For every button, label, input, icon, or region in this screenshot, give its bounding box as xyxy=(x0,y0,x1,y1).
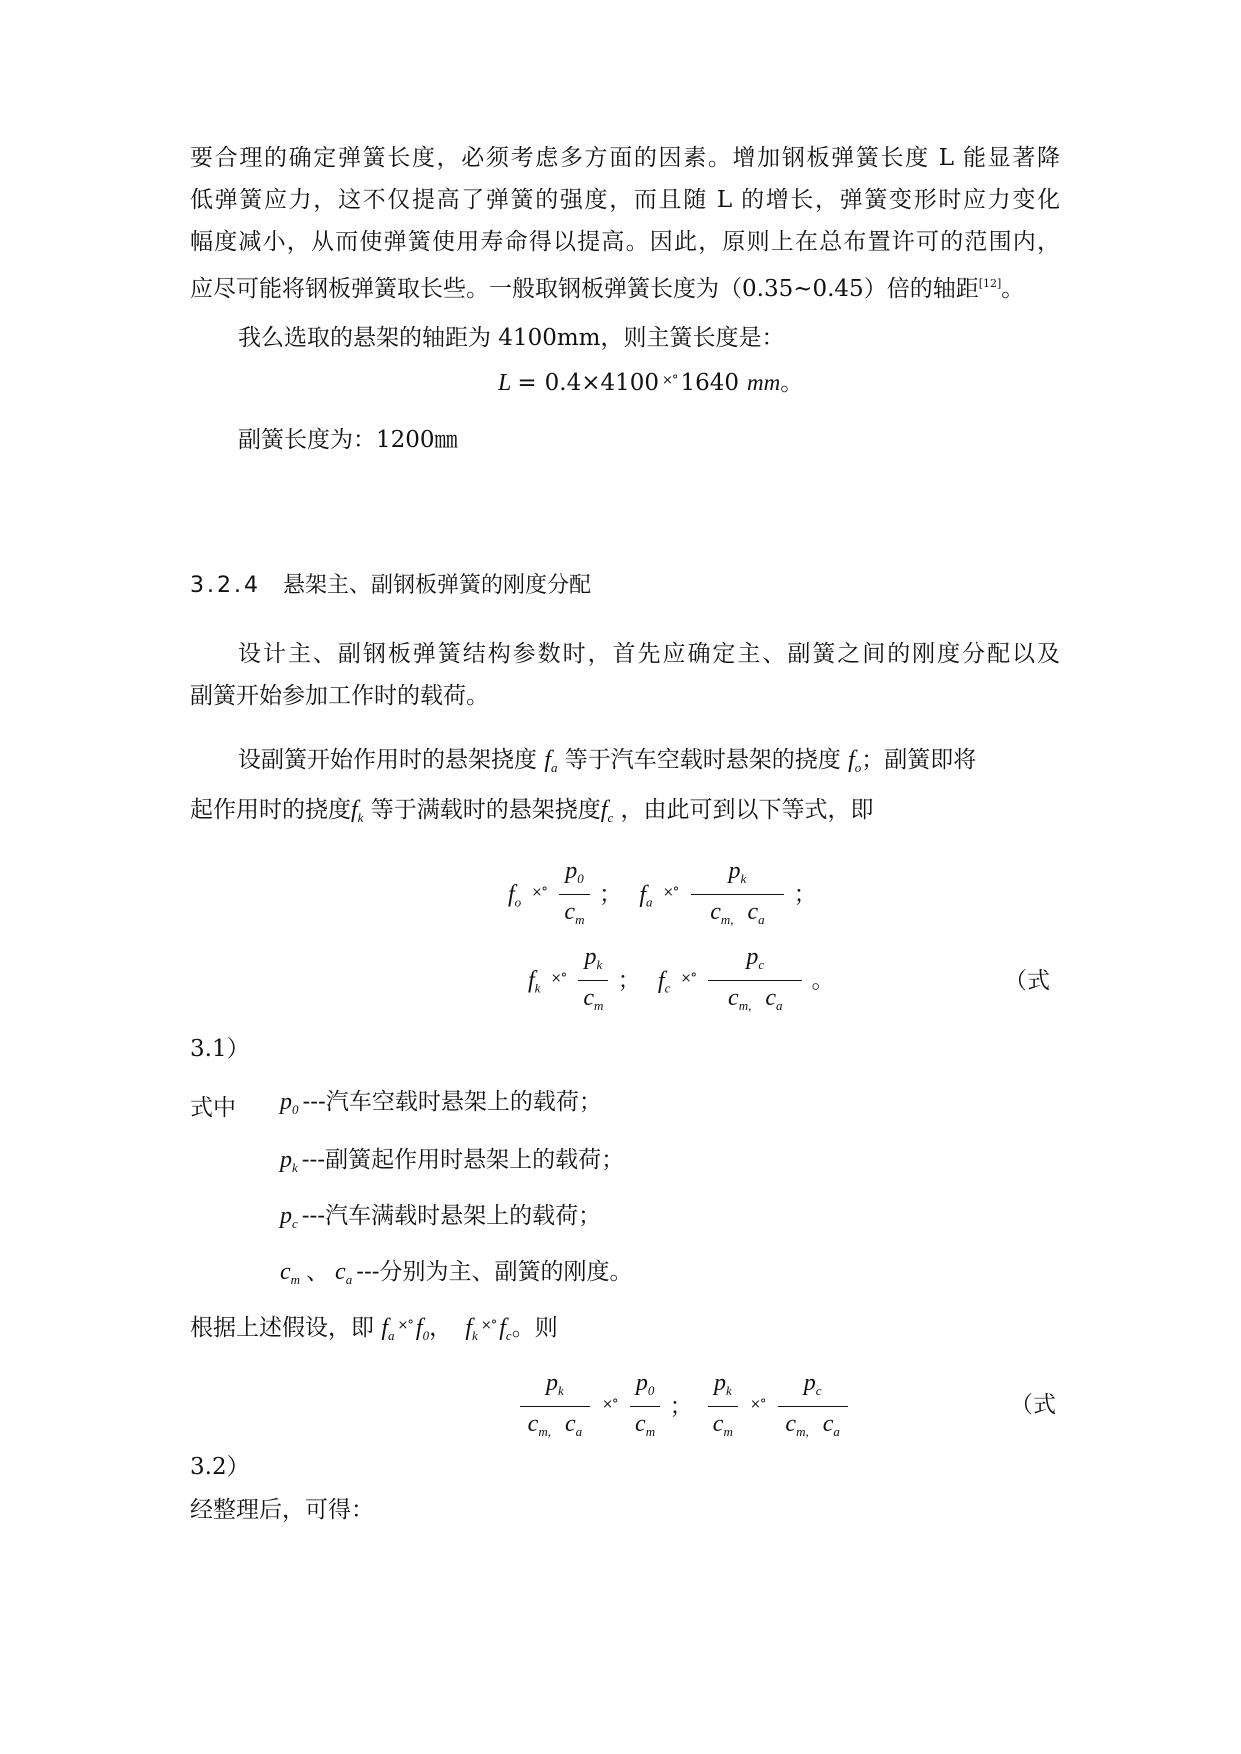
equation-3-1-number-b: 3.1） xyxy=(190,1036,250,1062)
sym-sub-c: c xyxy=(505,1328,512,1343)
equation-3-2 xyxy=(518,1370,850,1445)
definition-cm-ca xyxy=(280,1252,1150,1300)
sym-f: f xyxy=(415,1315,423,1341)
eq-sub-a: a xyxy=(646,894,653,910)
frac-sub-m: m xyxy=(575,912,585,927)
frac-sub-m: m xyxy=(723,1424,733,1439)
citation-ref: [12] xyxy=(978,277,1002,290)
frac-sub-c: c xyxy=(758,957,765,972)
paragraph-1-line-4 xyxy=(190,264,1060,309)
eq-sub-k: k xyxy=(534,980,541,996)
frac-c: c xyxy=(747,899,759,925)
eq-approx: ×° xyxy=(662,884,679,900)
sym-sub-k: k xyxy=(472,1328,478,1343)
frac-p: p xyxy=(546,1370,558,1396)
section-title: 悬架主、副钢板弹簧的刚度分配 xyxy=(282,573,591,598)
where-label: 式中 xyxy=(190,1095,236,1121)
frac-sub-k: k xyxy=(596,957,603,972)
def-sym: p xyxy=(280,1147,292,1173)
sym-f: f xyxy=(600,797,608,823)
sym-f: f xyxy=(351,797,358,823)
eq-approx: ×° xyxy=(602,1396,618,1412)
def-sub: m xyxy=(290,1272,301,1287)
paragraph-2: 我么选取的悬架的轴距为 4100mm，则主簧长度是： xyxy=(238,325,785,351)
frac-sub-0: 0 xyxy=(647,1383,655,1398)
frac-sub-a: a xyxy=(758,912,765,927)
eq-L-equals: = xyxy=(517,370,537,396)
sym-f: f xyxy=(381,1315,388,1341)
paragraph-4-line-1: 设计主、副钢板弹簧结构参数时，首先应确定主、副簧之间的刚度分配以及 xyxy=(238,641,1060,667)
def-text: ---汽车空载时悬架上的载荷； xyxy=(302,1089,602,1115)
eq-L-approx: ×° xyxy=(662,373,678,388)
def-sep: 、 xyxy=(306,1259,330,1285)
frac-p: p xyxy=(728,858,741,884)
paragraph-5-line-1 xyxy=(238,740,1108,788)
equation-3-1-row-1 xyxy=(508,858,817,933)
p5-text-d: 起作用时的挠度 xyxy=(190,797,351,823)
eq-f: f xyxy=(528,967,535,994)
section-heading xyxy=(190,566,1060,606)
def-sym: c xyxy=(335,1259,346,1285)
paragraph-3: 副簧长度为：1200㎜ xyxy=(238,427,458,453)
equation-3-1-row-2 xyxy=(528,944,834,1019)
fraction-pk-cm xyxy=(708,1370,738,1445)
sym-sub-0: 0 xyxy=(422,1328,430,1343)
p6-end: 。则 xyxy=(511,1315,558,1341)
fraction-pk-cm-ca xyxy=(520,1370,590,1445)
def-text: ---分别为主、副簧的刚度。 xyxy=(356,1259,633,1285)
frac-sub-m-sep: m, xyxy=(796,1424,809,1439)
p5-text-f: ，由此可到以下等式，即 xyxy=(620,797,874,823)
def-sym: c xyxy=(280,1259,291,1285)
sym-sub-o: o xyxy=(854,760,862,775)
frac-c: c xyxy=(712,1411,724,1437)
definition-pk xyxy=(280,1140,1150,1188)
eq-approx: ×° xyxy=(397,1318,413,1333)
frac-sub-m-sep: m, xyxy=(720,912,734,927)
eq-f: f xyxy=(657,967,665,994)
equation-3-2-number-b: 3.2） xyxy=(190,1454,250,1480)
frac-sub-a: a xyxy=(775,998,783,1013)
eq-L-lhs: L xyxy=(498,370,512,396)
paragraph-5-line-2 xyxy=(190,790,1060,838)
p5-text-c: ；副簧即将 xyxy=(861,747,977,773)
frac-sub-0: 0 xyxy=(577,871,584,886)
fraction-p0-cm xyxy=(559,858,590,933)
frac-c: c xyxy=(564,899,576,925)
frac-sub-k: k xyxy=(558,1383,564,1398)
eq-approx: ×° xyxy=(680,970,697,986)
frac-sub-a: a xyxy=(575,1424,583,1439)
eq-semicolon: ； xyxy=(669,1393,693,1420)
p6-text-a: 根据上述假设，即 xyxy=(190,1315,374,1341)
eq-semicolon: ； xyxy=(617,967,641,994)
def-text: ---汽车满载时悬架上的载荷； xyxy=(301,1203,602,1229)
def-sym: p xyxy=(280,1203,292,1229)
p6-comma: ， xyxy=(429,1315,453,1341)
sym-f: f xyxy=(848,747,855,773)
eq-f: f xyxy=(508,881,515,908)
eq-L-expr: 0.4×4100 xyxy=(544,370,660,396)
eq-L-unit: mm xyxy=(746,370,781,395)
section-number: 3.2.4 xyxy=(190,573,261,598)
fraction-pc-cm-ca xyxy=(778,1370,848,1445)
sym-f: f xyxy=(465,1315,473,1341)
p5-text-e: 等于满载时的悬架挠度 xyxy=(370,797,601,823)
frac-sub-k: k xyxy=(725,1383,732,1398)
paragraph-1-line-3: 幅度减小，从而使弹簧使用寿命得以提高。因此，原则上在总布置许可的范围内， xyxy=(190,229,1060,255)
definition-pc xyxy=(280,1196,1150,1244)
frac-sub-m-sep: m, xyxy=(738,998,752,1013)
sym-sub-k: k xyxy=(357,810,364,825)
def-sub: c xyxy=(292,1216,298,1231)
frac-p: p xyxy=(746,944,759,970)
frac-sub-k: k xyxy=(740,871,747,886)
frac-sub-c: c xyxy=(815,1383,822,1398)
frac-c: c xyxy=(765,985,776,1011)
def-sym: p xyxy=(280,1089,292,1115)
frac-p: p xyxy=(565,858,578,884)
def-text: ---副簧起作用时悬架上的载荷； xyxy=(301,1147,625,1173)
eq-semicolon: ； xyxy=(599,881,623,908)
def-sub: k xyxy=(292,1160,298,1175)
frac-c: c xyxy=(583,985,594,1011)
paragraph-1-line-1: 要合理的确定弹簧长度，必须考虑多方面的因素。增加钢板弹簧长度 L 能显著降 xyxy=(190,145,1060,171)
eq-L-result: 1640 xyxy=(680,370,739,396)
frac-c: c xyxy=(710,899,721,925)
eq-approx: ×° xyxy=(750,1396,766,1412)
paragraph-7: 经整理后，可得： xyxy=(190,1497,374,1523)
frac-p: p xyxy=(584,944,597,970)
frac-c: c xyxy=(822,1411,834,1437)
eq-approx: ×° xyxy=(531,884,547,900)
sym-sub-a: a xyxy=(550,760,558,775)
sym-sub-c: c xyxy=(607,810,614,825)
definition-p0 xyxy=(280,1082,1150,1130)
paragraph-1-line-4-end: 。 xyxy=(1001,276,1025,302)
frac-c: c xyxy=(785,1411,797,1437)
fraction-pc-cm-ca xyxy=(708,944,802,1019)
sym-sub-a: a xyxy=(387,1328,395,1343)
eq-approx: ×° xyxy=(550,970,567,986)
fraction-pk-cm-ca xyxy=(691,858,785,933)
frac-c: c xyxy=(527,1411,539,1437)
def-sub: a xyxy=(345,1272,353,1287)
frac-sub-m: m xyxy=(645,1424,656,1439)
eq-period: 。 xyxy=(811,967,835,994)
fraction-p0-cm xyxy=(630,1370,661,1445)
frac-p: p xyxy=(635,1370,648,1396)
equation-3-2-number-a: （式 xyxy=(1010,1392,1056,1418)
sym-f: f xyxy=(544,747,551,773)
paragraph-1-line-2: 低弹簧应力，这不仅提高了弹簧的强度，而且随 L 的增长，弹簧变形时应力变化 xyxy=(190,187,1060,213)
def-sub: 0 xyxy=(292,1102,299,1117)
eq-L-end: 。 xyxy=(780,370,804,396)
p5-text-a: 设副簧开始作用时的悬架挠度 xyxy=(238,747,537,773)
eq-sub-o: o xyxy=(514,894,522,910)
paragraph-1-line-4-text: 应尽可能将钢板弹簧取长些。一般取钢板弹簧长度为（0.35~0.45）倍的轴距 xyxy=(190,276,979,302)
sym-f: f xyxy=(499,1315,506,1341)
frac-c: c xyxy=(635,1411,646,1437)
frac-sub-m-sep: m, xyxy=(538,1424,551,1439)
equation-main-spring-length xyxy=(498,364,803,397)
frac-sub-m: m xyxy=(594,998,604,1013)
eq-approx: ×° xyxy=(480,1318,497,1333)
paragraph-4-line-2: 副簧开始参加工作时的载荷。 xyxy=(190,683,489,709)
paragraph-6 xyxy=(190,1306,1060,1356)
frac-p: p xyxy=(803,1370,816,1396)
frac-c: c xyxy=(728,985,739,1011)
eq-sub-c: c xyxy=(664,980,671,996)
equation-3-1-number-a: （式 xyxy=(1004,968,1050,994)
eq-f: f xyxy=(639,881,646,908)
p5-text-b: 等于汽车空载时悬架的挠度 xyxy=(564,747,841,773)
fraction-pk-cm xyxy=(578,944,608,1019)
eq-semicolon: ； xyxy=(793,881,817,908)
frac-p: p xyxy=(713,1370,726,1396)
frac-c: c xyxy=(564,1411,576,1437)
frac-sub-a: a xyxy=(833,1424,840,1439)
